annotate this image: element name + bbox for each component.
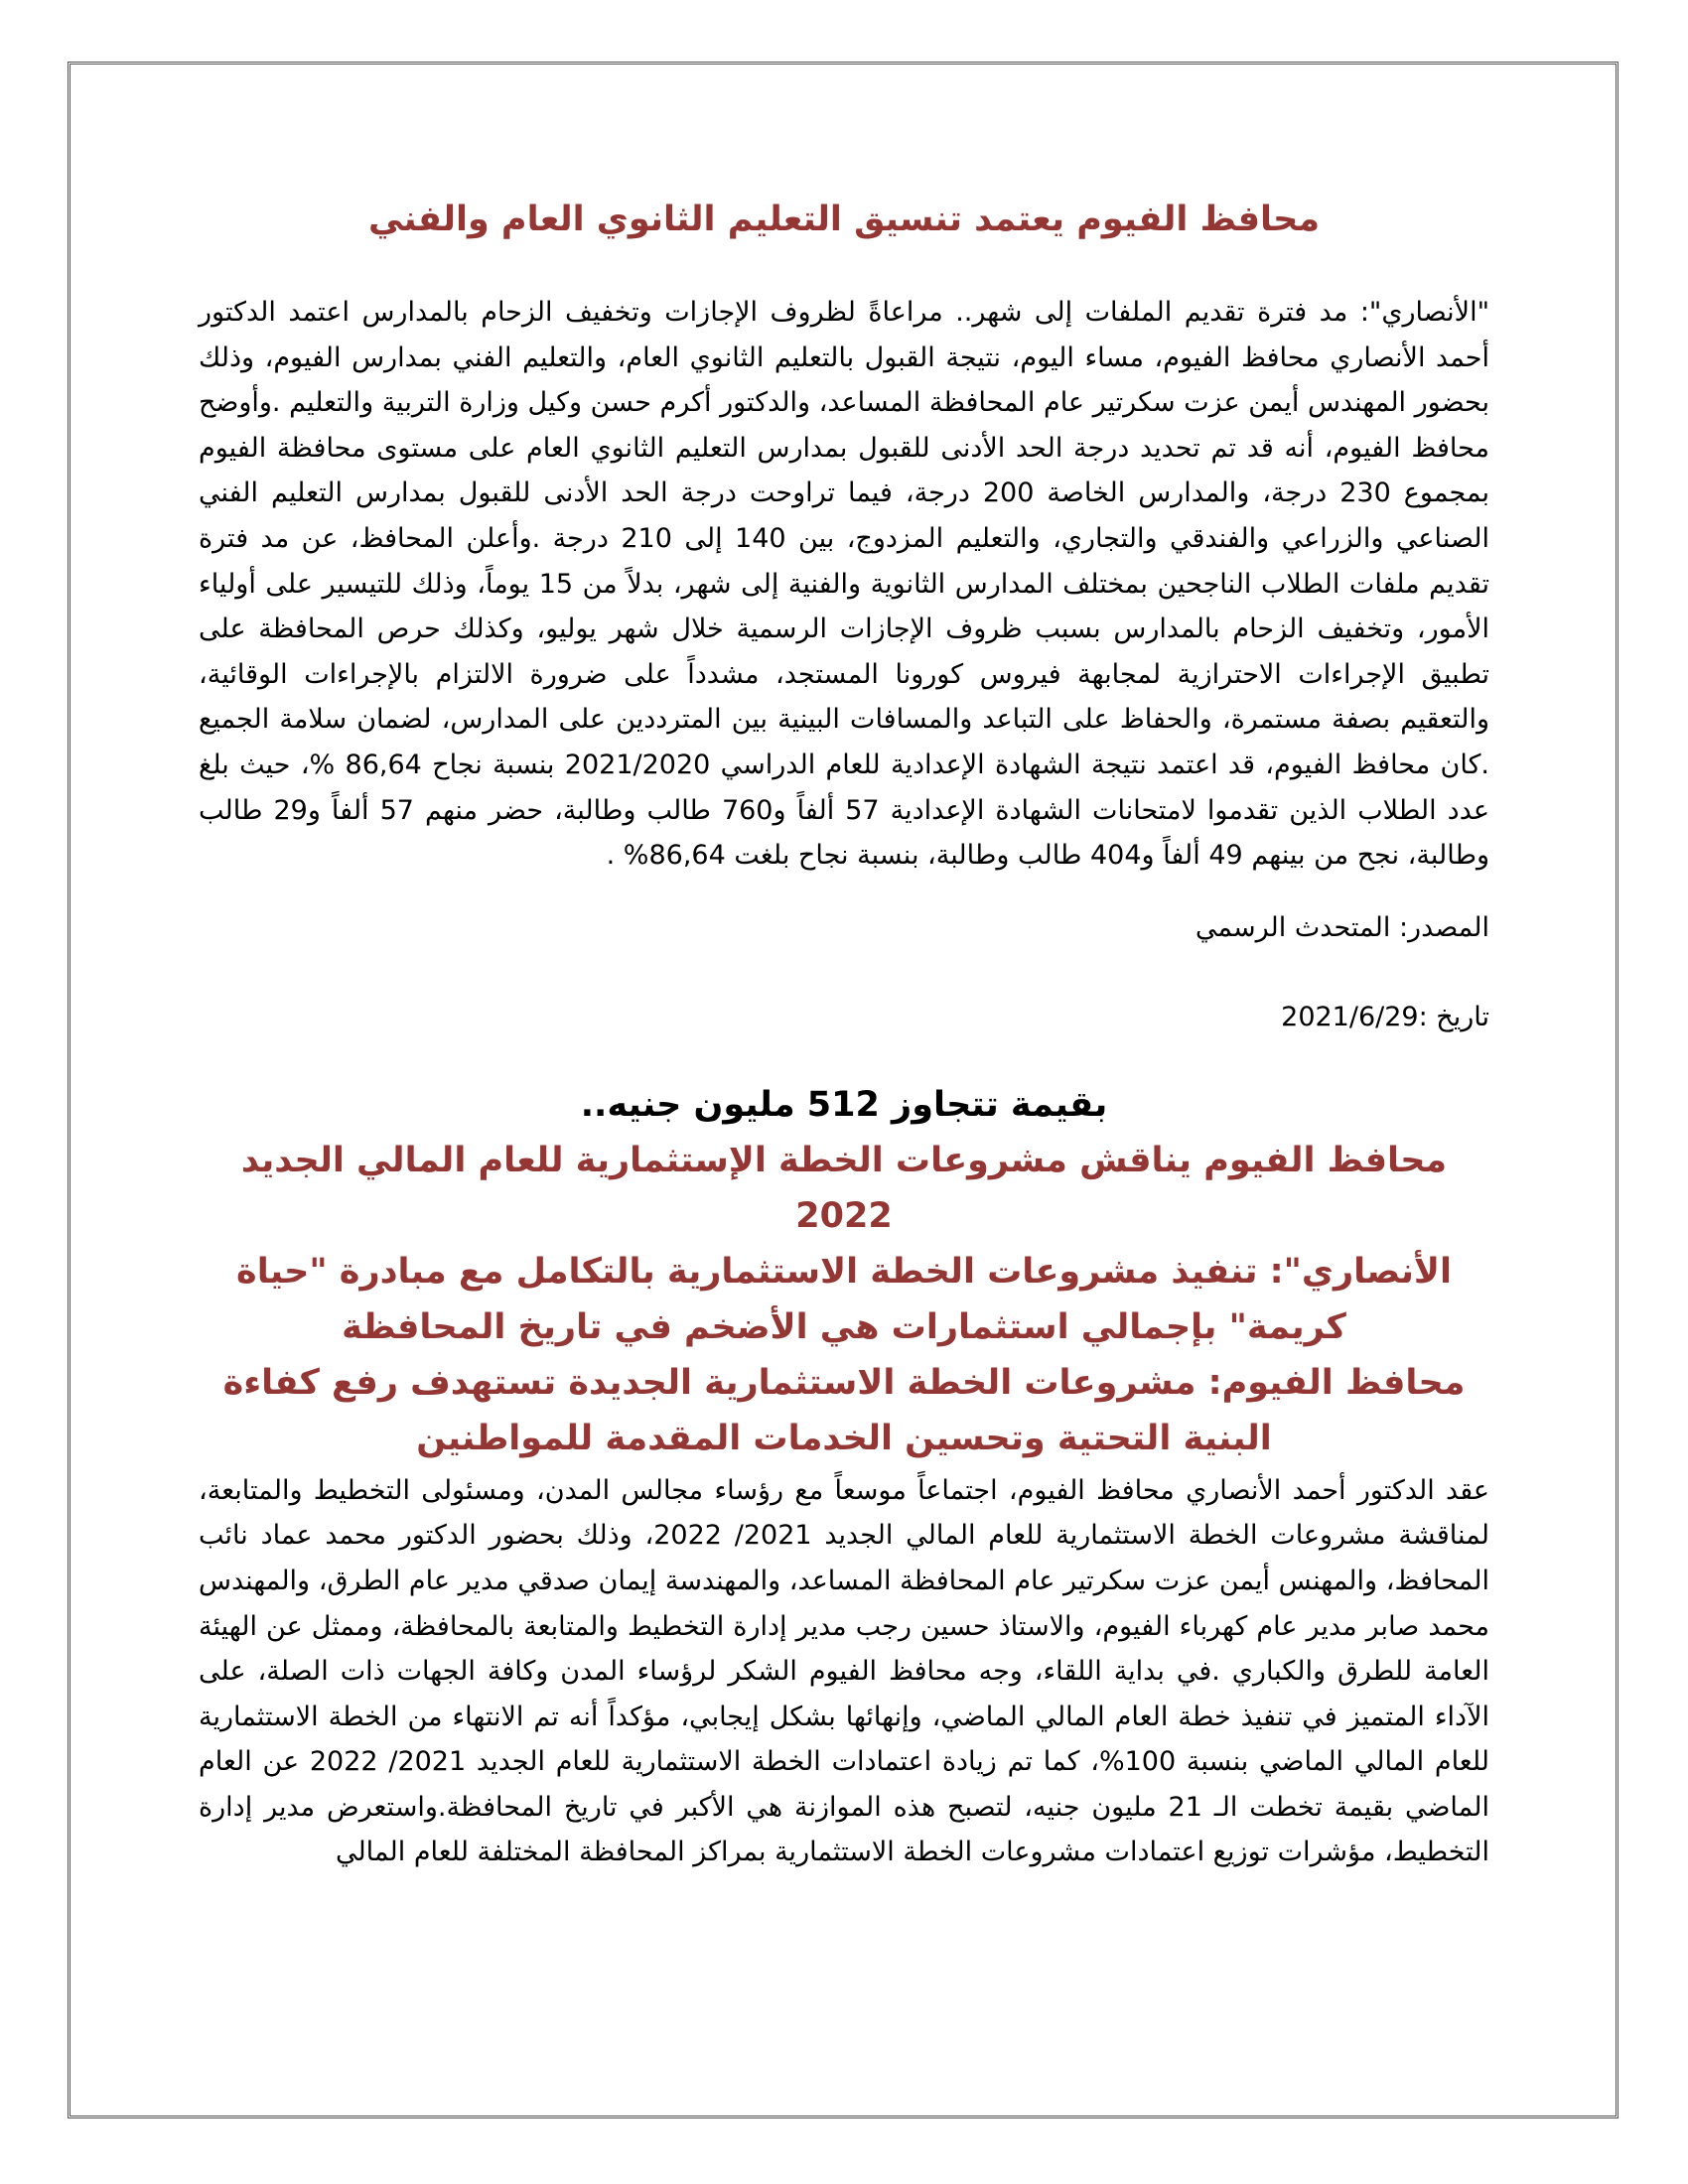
article1-date: تاريخ :2021/6/29	[1281, 1001, 1489, 1032]
article2-kicker: بقيمة تتجاوز 512 مليون جنيه..	[580, 1084, 1108, 1125]
article2-subhead-2: محافظ الفيوم: مشروعات الخطة الاستثمارية الجديدة تستهدف رفع كفاءة البنية التحتية وتحسين الخدمات المقدمة للمواطنين	[222, 1362, 1466, 1458]
article1-body: "الأنصاري": مد فترة تقديم الملفات إلى شهر.. مراعاةً لظروف الإجازات وتخفيف الزحام بالمدارس اعتمد الدكتور أحمد الأنصاري محافظ الفيوم، مساء اليوم، نتيجة القبول بالتعليم الثانوي العام، والتعليم الفني بمدارس الفيوم، وذلك بحضور المهندس أيمن عزت سكرتير عام المحافظة المساعد، والدكتور أكرم حسن وكيل وزارة التربية والتعليم .وأوضح محافظ الفيوم، أنه قد تم تحديد درجة الحد الأدنى للقبول بمدارس التعليم الثانوي العام على مستوى محافظة الفيوم بمجموع 230 درجة، والمدارس الخاصة 200 درجة، فيما تراوحت درجة الحد الأدنى للقبول بمدارس التعليم الفني الصناعي والزراعي والفندقي والتجاري، والتعليم المزدوج، بين 140 إلى 210 درجة .وأعلن المحافظ، عن مد فترة تقديم ملفات الطلاب الناجحين بمختلف المدارس الثانوية والفنية إلى شهر، بدلاً من 15 يوماً، وذلك للتيسير على أولياء الأمور، وتخفيف الزحام بالمدارس بسبب ظروف الإجازات الرسمية خلال شهر يوليو، وكذلك حرص المحافظة على تطبيق الإجراءات الاحترازية لمجابهة فيروس كورونا المستجد، مشدداً على ضرورة الالتزام بالإجراءات الوقائية، والتعقيم بصفة مستمرة، والحفاظ على التباعد والمسافات البينية بين المترددين على المدارس، لضمان سلامة الجميع .كان محافظ الفيوم، قد اعتمد نتيجة الشهادة الإعدادية للعام الدراسي 2021/2020 بنسبة نجاح 86,64 %، حيث بلغ عدد الطلاب الذين تقدموا لامتحانات الشهادة الإعدادية 57 ألفاً و760 طالب وطالبة، حضر منهم 57 ألفاً و29 طالب وطالبة، نجح من بينهم 49 ألفاً و404 طالب وطالبة، بنسبة نجاح بلغت 86,64% .	[199, 297, 1490, 872]
article1-source: المصدر: المتحدث الرسمي	[1195, 911, 1489, 943]
article2-subhead-1: الأنصاري": تنفيذ مشروعات الخطة الاستثمارية بالتكامل مع مبادرة "حياة كريمة" بإجمالي استثمارات هي الأضخم في تاريخ المحافظة	[236, 1251, 1452, 1347]
article2-headline: محافظ الفيوم يناقش مشروعات الخطة الإستثمارية للعام المالي الجديد 2022	[240, 1140, 1448, 1236]
article1-title: محافظ الفيوم يعتمد تنسيق التعليم الثانوي العام والفني	[367, 200, 1321, 239]
document-content	[199, 195, 1489, 1875]
article2-body: عقد الدكتور أحمد الأنصاري محافظ الفيوم، اجتماعاً موسعاً مع رؤساء مجالس المدن، ومسئولى التخطيط والمتابعة، لمناقشة مشروعات الخطة الاستثمارية للعام المالي الجديد 2021/ 2022، وذلك بحضور الدكتور محمد عماد نائب المحافظ، والمهنس أيمن عزت سكرتير عام المحافظة المساعد، والمهندسة إيمان صدقي مدير عام الطرق، والمهندس محمد صابر مدير عام كهرباء الفيوم، والاستاذ حسين رجب مدير إدارة التخطيط والمتابعة بالمحافظة، وممثل عن الهيئة العامة للطرق والكباري .في بداية اللقاء، وجه محافظ الفيوم الشكر لرؤساء المدن وكافة الجهات ذات الصلة، على الآداء المتميز في تنفيذ خطة العام المالي الماضي، وإنهائها بشكل إيجابي، مؤكداً أنه تم الانتهاء من الخطة الاستثمارية للعام المالي الماضي بنسبة 100%، كما تم زيادة اعتمادات الخطة الاستثمارية للعام الجديد 2021/ 2022 عن العام الماضي بقيمة تخطت الـ 21 مليون جنيه، لتصبح هذه الموازنة هي الأكبر في تاريخ المحافظة.واستعرض مدير إدارة التخطيط، مؤشرات توزيع اعتمادات مشروعات الخطة الاستثمارية بمراكز المحافظة المختلفة للعام المالي	[199, 1474, 1489, 1868]
article2-headlines	[199, 1077, 1489, 1466]
